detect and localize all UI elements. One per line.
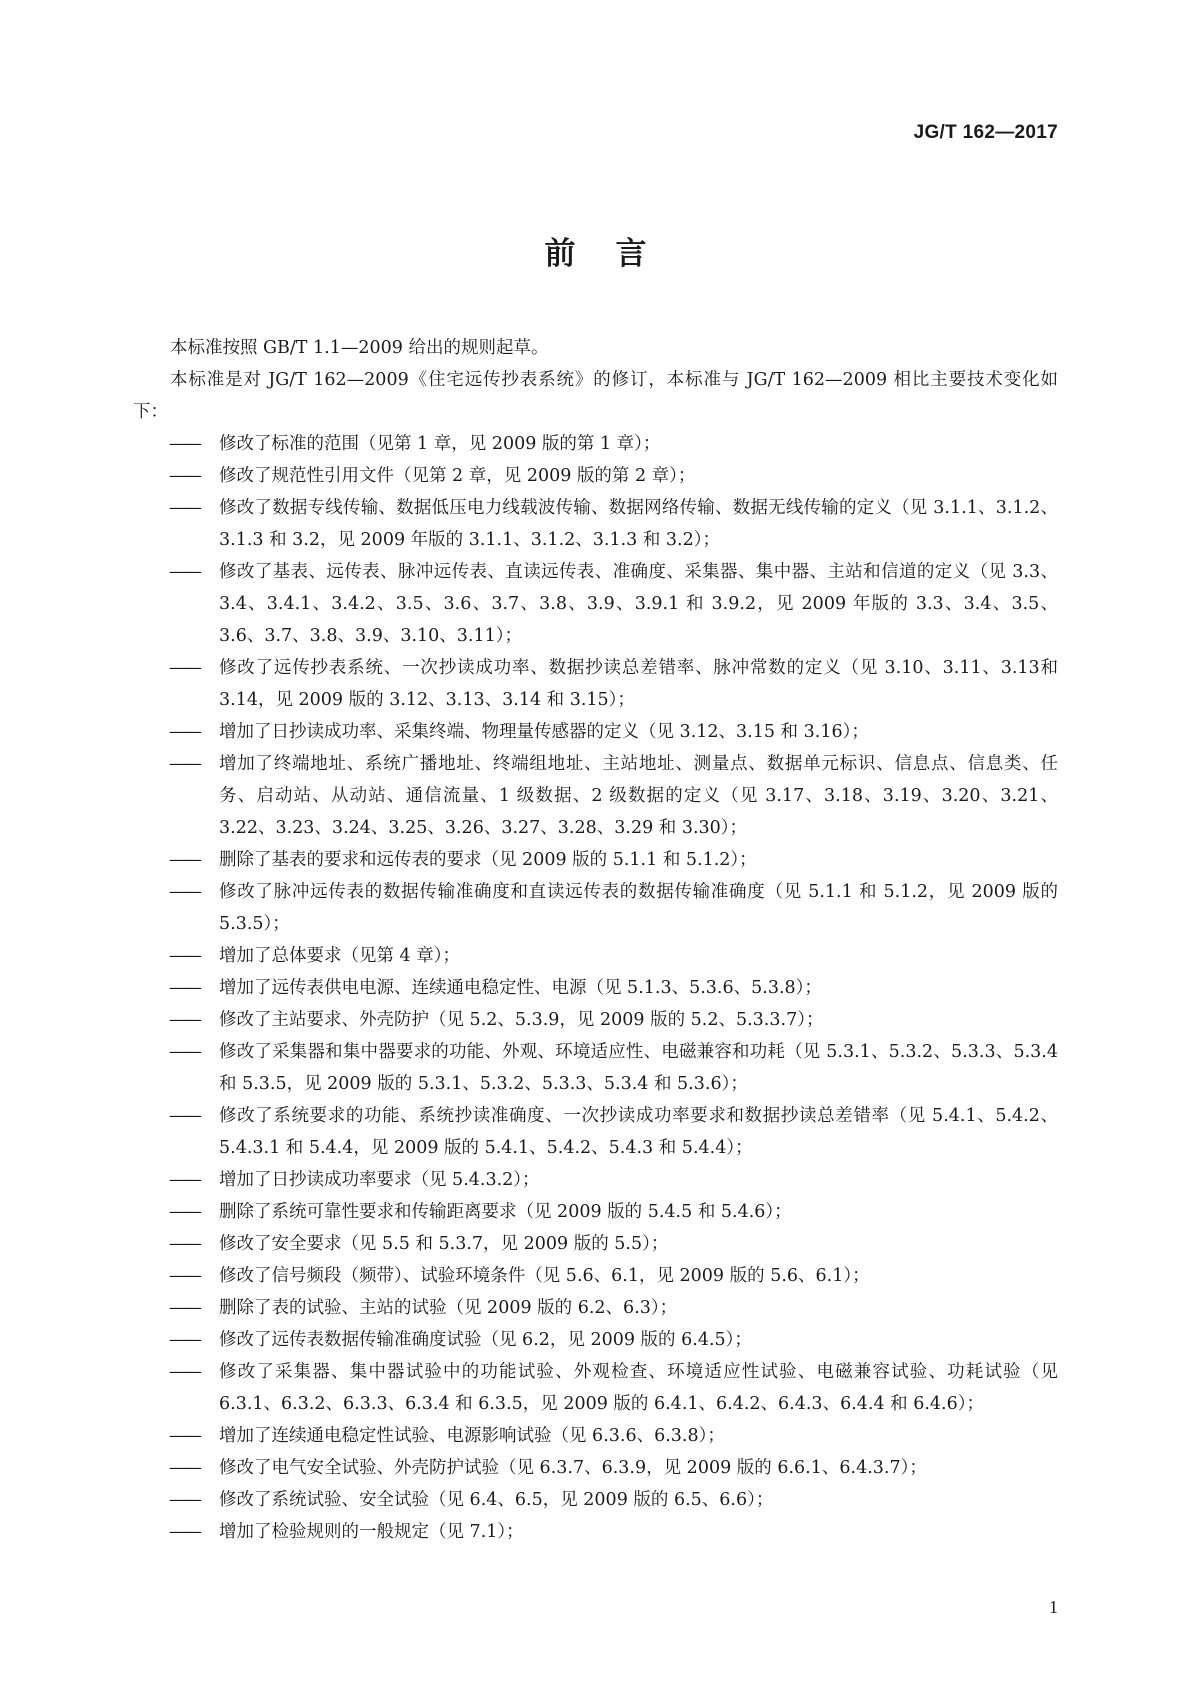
list-item-text: 增加了远传表供电电源、连续通电稳定性、电源（见 5.1.3、5.3.6、5.3.8）； [219,978,822,998]
list-dash: —— [169,882,200,902]
list-item [133,876,1058,940]
list-item [133,428,1058,460]
list-dash: —— [169,1202,200,1222]
list-item-text: 删除了系统可靠性要求和传输距离要求（见 2009 版的 5.4.5 和 5.4.6）； [219,1202,792,1222]
list-dash: —— [169,754,200,774]
list-dash: —— [169,1458,200,1478]
body-paragraph: 本标准按照 GB/T 1.1—2009 给出的规则起草。 [170,338,549,358]
list-item [133,1164,1058,1196]
list-item-text: 增加了日抄读成功率要求（见 5.4.3.2）； [219,1170,540,1190]
list-item [133,1260,1058,1292]
list-item [133,652,1058,716]
list-dash: —— [169,562,200,582]
list-item [133,1036,1058,1100]
list-item [133,940,1058,972]
list-item [133,1004,1058,1036]
list-item [133,1452,1058,1484]
list-item [133,1516,1058,1548]
body-paragraph: 本标准是对 JG/T 162—2009《住宅远传抄表系统》的修订，本标准与 JG/T 162—2009 相比主要技术变化如下： [133,370,1058,422]
list-item [133,844,1058,876]
list-item [133,1100,1058,1164]
list-item-text: 增加了日抄读成功率、采集终端、物理量传感器的定义（见 3.12、3.15 和 3.16）； [219,722,869,742]
list-item-text: 修改了采集器、集中器试验中的功能试验、外观检查、环境适应性试验、电磁兼容试验、功耗试验（见 6.3.1、6.3.2、6.3.3、6.3.4 和 6.3.5，见 2009 版的 6.4.1、6.4.2、6.4.3、6.4.4 和 6.4.6）； [219,1362,1058,1414]
list-item-text: 修改了系统试验、安全试验（见 6.4、6.5，见 2009 版的 6.5、6.6）； [219,1490,774,1510]
list-item [133,556,1058,652]
list-item [133,1356,1058,1420]
list-dash: —— [169,1170,200,1190]
list-item-text: 修改了基表、远传表、脉冲远传表、直读远传表、准确度、采集器、集中器、主站和信道的定义（见 3.3、3.4、3.4.1、3.4.2、3.5、3.6、3.7、3.8、3.9、3.9.1 和 3.9.2，见 2009 年版的 3.3、3.4、3.5、3.6、3.7、3.8、3.9、3.10、3.11）； [219,562,1058,646]
list-item [133,972,1058,1004]
list-item [133,1292,1058,1324]
list-item-text: 修改了主站要求、外壳防护（见 5.2、5.3.9，见 2009 版的 5.2、5.3.3.7）； [219,1010,824,1030]
list-dash: —— [169,1362,200,1382]
list-item-text: 修改了远传表数据传输准确度试验（见 6.2，见 2009 版的 6.4.5）； [219,1330,752,1350]
list-item-text: 增加了终端地址、系统广播地址、终端组地址、主站地址、测量点、数据单元标识、信息点、信息类、任务、启动站、从动站、通信流量、1 级数据、2 级数据的定义（见 3.17、3.18、3.19、3.20、3.21、3.22、3.23、3.24、3.25、3.26、3.27、3.28、3.29 和 3.30）； [219,754,1058,838]
document-body [133,332,1058,1548]
list-dash: —— [169,434,200,454]
list-item-text: 修改了信号频段（频带）、试验环境条件（见 5.6、6.1，见 2009 版的 5.6、6.1）； [219,1266,870,1286]
list-dash: —— [169,1234,200,1254]
list-item [133,748,1058,844]
list-item-text: 修改了系统要求的功能、系统抄读准确度、一次抄读成功率要求和数据抄读总差错率（见 5.4.1、5.4.2、5.4.3.1 和 5.4.4，见 2009 版的 5.4.1、5.4.2、5.4.3 和 5.4.4）； [219,1106,1058,1158]
list-item-text: 删除了基表的要求和远传表的要求（见 2009 版的 5.1.1 和 5.1.2）； [219,850,757,870]
list-dash: —— [169,1522,200,1542]
list-dash: —— [169,1330,200,1350]
list-item [133,1324,1058,1356]
list-item-text: 修改了采集器和集中器要求的功能、外观、环境适应性、电磁兼容和功耗（见 5.3.1、5.3.2、5.3.3、5.3.4 和 5.3.5，见 2009 版的 5.3.1、5.3.2、5.3.3、5.3.4 和 5.3.6）； [219,1042,1058,1094]
list-dash: —— [169,466,200,486]
list-item [133,1484,1058,1516]
list-dash: —— [169,1106,200,1126]
list-dash: —— [169,658,200,678]
page-title: 前言 [544,236,687,272]
change-list [133,428,1058,1548]
list-dash: —— [169,1298,200,1318]
list-item-text: 修改了远传抄表系统、一次抄读成功率、数据抄读总差错率、脉冲常数的定义（见 3.10、3.11、3.13和 3.14，见 2009 版的 3.12、3.13、3.14 和 3.15）； [219,658,1058,710]
list-item [133,1228,1058,1260]
list-item-text: 修改了数据专线传输、数据低压电力线载波传输、数据网络传输、数据无线传输的定义（见 3.1.1、3.1.2、3.1.3 和 3.2，见 2009 年版的 3.1.1、3.1.2、3.1.3 和 3.2）； [219,498,1058,550]
list-item-text: 增加了总体要求（见第 4 章）； [219,946,461,966]
list-item-text: 修改了规范性引用文件（见第 2 章，见 2009 版的第 2 章）； [219,466,696,486]
list-dash: —— [169,850,200,870]
list-dash: —— [169,1426,200,1446]
list-item-text: 修改了脉冲远传表的数据传输准确度和直读远传表的数据传输准确度（见 5.1.1 和 5.1.2，见 2009 版的 5.3.5）； [219,882,1058,934]
list-dash: —— [169,946,200,966]
list-item [133,460,1058,492]
list-item-text: 增加了连续通电稳定性试验、电源影响试验（见 6.3.6、6.3.8）； [219,1426,725,1446]
list-dash: —— [169,1042,200,1062]
document-code: JG/T 162—2017 [913,122,1058,143]
list-item [133,716,1058,748]
list-dash: —— [169,498,200,518]
list-item [133,1420,1058,1452]
list-item [133,1196,1058,1228]
list-dash: —— [169,1266,200,1286]
list-dash: —— [169,978,200,998]
list-item-text: 修改了安全要求（见 5.5 和 5.3.7，见 2009 版的 5.5）； [219,1234,669,1254]
list-item-text: 删除了表的试验、主站的试验（见 2009 版的 6.2、6.3）； [219,1298,678,1318]
list-item [133,492,1058,556]
list-item-text: 修改了标准的范围（见第 1 章，见 2009 版的第 1 章）； [219,434,661,454]
list-dash: —— [169,722,200,742]
page-number: 1 [1049,1597,1058,1617]
list-dash: —— [169,1010,200,1030]
list-item-text: 增加了检验规则的一般规定（见 7.1）； [219,1522,524,1542]
list-item-text: 修改了电气安全试验、外壳防护试验（见 6.3.7、6.3.9，见 2009 版的 6.6.1、6.4.3.7）； [219,1458,927,1478]
list-dash: —— [169,1490,200,1510]
